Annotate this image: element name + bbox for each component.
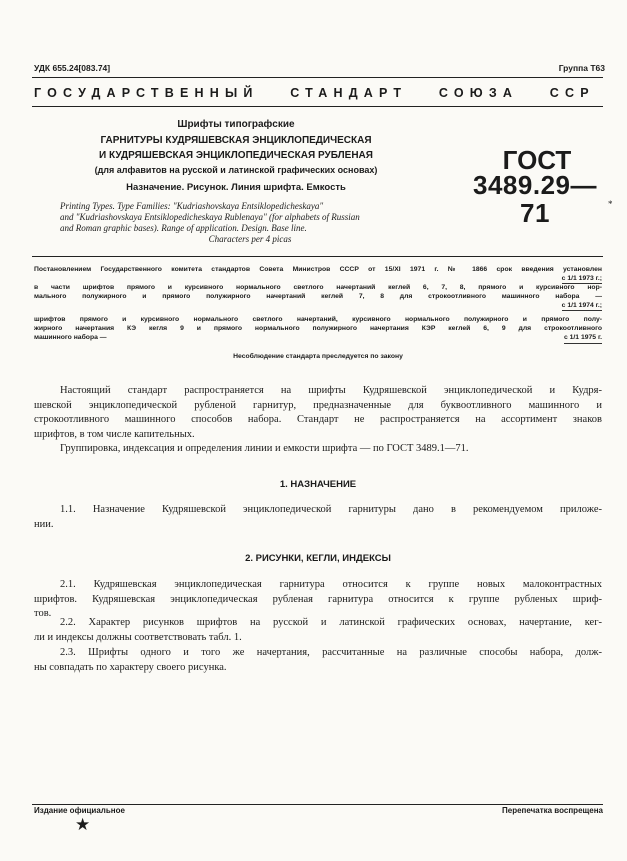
clause-1-1-line-1: 1.1. Назначение Кудряшевской энциклопедической гарнитуры дано в рекомендуемом приложе- [60, 504, 602, 515]
gost-label: ГОСТ [502, 145, 572, 175]
clause-2-2-line-2: ли и индексы должны соответствовать табл. 1. [34, 631, 242, 643]
intro-paragraph [34, 384, 602, 442]
clause-2-3 [34, 646, 602, 675]
intro-line-3: строкоотливного машинного способов набора. Стандарт не распространяется на ассортимент знаков [34, 414, 602, 425]
star-icon: ★ [75, 815, 91, 834]
decree-paragraph-1 [34, 265, 602, 283]
english-title-line-4: Characters per 4 picas [208, 234, 292, 244]
clause-2-2-line-1: 2.2. Характер рисунков шрифтов на русской и латинской графических основах, начертание, кег- [60, 617, 602, 628]
english-title-line-2: and "Kudriashovskaya Entsiklopedicheskaya Rublenaya" (for alphabets of Russian [60, 212, 360, 222]
decree-3-date: с 1/1 1975 г. [564, 333, 602, 344]
clause-2-1-line-3: тов. [34, 608, 52, 619]
english-title-line-3: and Roman graphic bases). Range of application. Design. Base line. [60, 223, 307, 233]
footnote-mark: * [608, 199, 613, 209]
standard-header: ГОСУДАРСТВЕННЫЙ СТАНДАРТ СОЮЗА ССР [34, 86, 595, 100]
clause-2-3-line-1: 2.3. Шрифты одного и того же начертания, рассчитанные на различные способы набора, долж- [60, 647, 602, 658]
decree-3-line-1: шрифтов прямого и курсивного нормального светлого начертаний, курсивного нормального полужирного и прямого полу- [34, 316, 602, 323]
grouping-paragraph [60, 442, 605, 457]
decree-2-line-1: в части шрифтов прямого и курсивного нормального светлого начертаний кеглей 6, 7, 8, прямого и курсивного нор- [34, 284, 602, 291]
footer-rule [32, 804, 603, 805]
section-heading-2: 2. РИСУНКИ, КЕГЛИ, ИНДЕКСЫ [245, 553, 391, 564]
clause-2-1 [34, 578, 602, 622]
reprint-prohibited-label: Перепечатка воспрещена [502, 806, 603, 815]
english-title [60, 201, 440, 245]
header-rule [32, 106, 603, 107]
decree-3-line-3: машинного набора — [34, 334, 107, 342]
gost-number: 3489.29—71 [473, 170, 597, 228]
clause-2-1-line-1: 2.1. Кудряшевская энциклопедическая гарнитура относится к группе новых малоконтрастных [60, 579, 602, 590]
grouping-line-1: Группировка, индексация и определения линии и емкости шрифта — по ГОСТ 3489.1—71. [60, 443, 469, 454]
clause-1-1-line-2: нии. [34, 518, 54, 530]
decree-3-line-2: жирного начертания КЭ кегля 9 и прямого нормального полужирного начертания КЭР кеглей 6, 9 для строкоотливного [34, 325, 602, 333]
decree-paragraph-2 [34, 283, 602, 311]
title-subject: Шрифты типографские [177, 119, 295, 130]
intro-line-4: шрифтов, в том числе капительных. [34, 428, 195, 440]
official-edition-label: Издание официальное [34, 806, 125, 815]
intro-line-1: Настоящий стандарт распространяется на шрифты Кудряшевской энциклопедической и Кудря- [60, 385, 602, 396]
decree-paragraph-3 [34, 315, 602, 344]
udk-code: УДК 655.24[083.74] [34, 63, 111, 73]
law-notice: Несоблюдение стандарта преследуется по закону [233, 353, 403, 360]
decree-2-date: с 1/1 1974 г.; [561, 302, 602, 310]
section-heading-1: 1. НАЗНАЧЕНИЕ [279, 479, 357, 490]
english-title-line-1: Printing Types. Type Families: "Kudriashovskaya Entsiklopedicheskaya" [60, 201, 324, 211]
title-line-4: Назначение. Рисунок. Линия шрифта. Емкость [126, 182, 346, 193]
clause-2-2 [34, 616, 602, 645]
clause-2-3-line-2: ны совпадать по характеру своего рисунка. [34, 661, 227, 673]
decree-1-date: с 1/1 1973 г.; [561, 275, 602, 283]
clause-2-1-line-2: шрифтов. Кудряшевская энциклопедическая рубленая гарнитура относится к группе рубленых шриф- [34, 593, 602, 605]
decree-1-line-1: Постановлением Государственного комитета стандартов Совета Министров СССР от 15/XI 1971 г. № 1866 срок введения установлен [34, 266, 602, 273]
group-code: Группа Т63 [558, 63, 605, 73]
decree-2-line-2: мального полужирного и прямого полужирного начертаний кеглей 7, 8 для строкоотливного машинного набора — [34, 293, 602, 301]
title-line-1: ГАРНИТУРЫ КУДРЯШЕВСКАЯ ЭНЦИКЛОПЕДИЧЕСКАЯ [100, 135, 372, 146]
intro-line-2: шевской энциклопедической рубленой гарнитур, предназначенные для буквоотливного машинного и [34, 399, 602, 411]
top-rule [32, 77, 603, 78]
section-rule [32, 256, 603, 257]
title-line-2: И КУДРЯШЕВСКАЯ ЭНЦИКЛОПЕДИЧЕСКАЯ РУБЛЕНАЯ [99, 150, 373, 161]
clause-1-1 [34, 503, 602, 532]
title-line-3: (для алфавитов на русской и латинской графических основах) [94, 165, 378, 175]
